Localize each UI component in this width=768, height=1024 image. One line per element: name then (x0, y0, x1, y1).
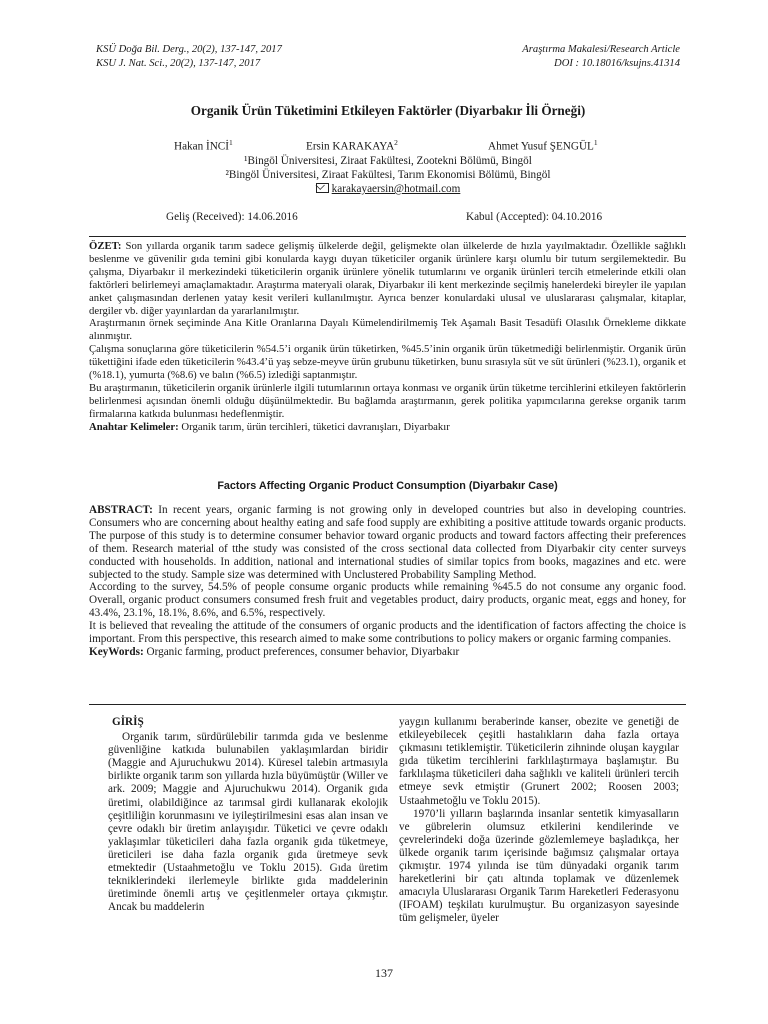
affiliation-1: ¹Bingöl Üniversitesi, Ziraat Fakültesi, Zootekni Bölümü, Bingöl (244, 155, 532, 167)
page-number: 137 (375, 966, 393, 980)
body-column-left (108, 716, 388, 914)
affiliation-2: ²Bingöl Üniversitesi, Ziraat Fakültesi, Tarım Ekonomisi Bölümü, Bingöl (225, 169, 551, 181)
paper-title: Organik Ürün Tüketimini Etkileyen Faktörler (Diyarbakır İli Örneği) (190, 103, 586, 118)
journal-citation-en: KSU J. Nat. Sci., 20(2), 137-147, 2017 (96, 58, 261, 69)
ozet-label: ÖZET: (89, 240, 122, 252)
journal-citation-tr: KSÜ Doğa Bil. Derg., 20(2), 137-147, 2017 (96, 44, 282, 55)
author (174, 138, 233, 153)
received-date: Geliş (Received): 14.06.2016 (166, 211, 298, 223)
author-affil-mark: 2 (394, 138, 398, 147)
body-paragraph: Organik tarım, sürdürülebilir tarımda gıda ve beslenme güvenliğine katkıda bulunabilen yaklaşımlardan biridir (Maggie and Ajuruchukwu 2014). Küresel talebin artmasıyla birlikte organik tarım son yıllarda hızla büyümüştür (Willer ve ark. 2009; Maggie and Ajuruchukwu 2014). Organik gıda üretimi, olabildiğince az tarımsal girdi kullanarak ekolojik çeşitliliğin korunmasını ve iyileştirilmesini esas alan insan ve çevre odaklı bir üretim anlayışıdır. Tüketici ve çevre odaklı yaklaşımlar tüketicileri daha fazla organik gıda tüketmeye, üreticileri ise daha fazla organik gıda üretmeye sevk etmektedir (Ustaahmetoğlu ve Toklu 2015). Gıda üretim tekniklerindeki ilerlemeyle birlikte gıda maddelerinin üretiminde önemli artış ve çeşitlenmeler ortaya çıkmıştır. Ancak bu maddelerin (108, 731, 388, 914)
anahtar-kelimeler-label: Anahtar Kelimeler: (89, 420, 179, 433)
divider-top (89, 236, 686, 237)
divider-bottom (89, 704, 686, 705)
body-column-right (399, 716, 679, 926)
author (488, 138, 598, 153)
doi: DOI : 10.18016/ksujns.41314 (554, 58, 680, 69)
english-title: Factors Affecting Organic Product Consumption (Diyarbakır Case) (217, 480, 558, 492)
abstract-paragraph-2: According to the survey, 54.5% of people consume organic products while remaining %45.5 do not consume any organic food. Overall, organic product consumers consumed fresh fruit and vegetables product, dairy products, organic meat, eggs and honey, for 43.4%, 23.1%, 18.1%, 8.6%, and 6.5%, respectively. (89, 581, 686, 620)
ozet-block (89, 240, 686, 434)
abstract-label: ABSTRACT: (89, 504, 153, 516)
envelope-icon (316, 183, 329, 193)
keywords-label: KeyWords: (89, 645, 144, 658)
article-info (522, 43, 680, 71)
accepted-date: Kabul (Accepted): 04.10.2016 (466, 211, 603, 223)
author-affil-mark: 1 (593, 138, 598, 147)
abstract-paragraph-1: In recent years, organic farming is not growing only in developed countries but also in developing countries. Consumers who are concerning about healthy eating and safe food supply are exhibiting a positive attitude towards organic products. The purpose of this study is to determine consumer behavior toward organic products and toward factors affecting their preferences of them. Research material of tthe study was consisted of the cross sectional data collected from Diyarbakir city center surveys conducted with households. In addition, national and international studies of similar topics from books, magazines and etc. were subjected to the study. Sample size was determined with Unclustered Probability Sampling Method. (89, 504, 687, 581)
author (306, 138, 398, 153)
body-paragraph: yaygın kullanımı beraberinde kanser, obezite ve genetiği de etkileyebilecek çeşitli hastalıkların daha fazla ortaya çıkmasını tetiklemiştir. Tüketicilerin zihninde oluşan kaygılar gıda tüketim tercihlerini farklılaştırmaya başlamıştır. Bu farklılaşma tüketicileri daha sağlıklı ve kaliteli ürünleri tercih etmeye sevk etmiştir (Grunert 2002; Roosen 2003; Ustaahmetoğlu ve Toklu 2015). (399, 716, 679, 807)
section-heading-giris: GİRİŞ (112, 716, 144, 728)
ozet-paragraph-1: Son yıllarda organik tarım sadece gelişmiş ülkelerde değil, gelişmekte olan ülkelerde de hızla yayılmaktadır. Özellikle sağlıklı beslenme ve güvenilir gıda temini gibi konularda kaygı duyan tüketiciler organik ürünlere karşı olumlu bir tutum sergilemektedir. Bu çalışma, Diyarbakır il merkezindeki tüketicilerin organik ürünlere yönelik tutumlarını ve organik ürünleri tercih etmelerinde etkili olan faktörleri belirlemeyi amaçlamaktadır. Araştırma materyali olarak, Diyarbakır ili kent merkezinde seçilmiş hanelerdeki bireyler ile yapılan anket çalışmasından derlenen yatay kesit verileri kullanılmıştır. Ayrıca benzer konulardaki ulusal ve uluslararası çalışmalar, kitaplar, dergiler vb. diğer yayınlardan da yararlanılmıştır. (89, 240, 687, 317)
journal-citation (96, 43, 282, 71)
email-link[interactable]: karakayaersin@hotmail.com (331, 183, 461, 195)
article-type: Araştırma Makalesi/Research Article (522, 44, 680, 55)
keywords: Organic farming, product preferences, consumer behavior, Diyarbakır (146, 645, 460, 658)
anahtar-kelimeler: Organik tarım, ürün tercihleri, tüketici davranışları, Diyarbakır (181, 420, 450, 433)
author-name: Hakan İNCİ (174, 140, 229, 153)
ozet-paragraph-2: Araştırmanın örnek seçiminde Ana Kitle Oranlarına Dayalı Kümelendirilmemiş Tek Aşamalı Basit Tesadüfi Olasılık Örnekleme dikkate alınmıştır. (89, 317, 686, 343)
author-name: Ersin KARAKAYA (306, 140, 395, 153)
abstract-block (89, 504, 686, 659)
body-paragraph: 1970’li yılların başlarında insanlar sentetik kimyasalların ve gübrelerin olumsuz etkilerini kendilerinde ve çevrelerindeki doğa üzerinde gözlemlemeye başladıkça, her ülkede organik tarım içerisinde bağımsız çalışmalar ortaya çıkmıştır. 1974 yılında ise tüm dünyadaki organik tarım hareketlerini bir çatı altında toplamak ve düzenlemek amacıyla Uluslararası Organik Tarım Hareketleri Federasyonu (IFOAM) teşkilatı kurulmuştur. Bu organizasyon sayesinde tüm gelişmeler, üyeler (399, 807, 679, 925)
author-affil-mark: 1 (229, 138, 233, 147)
ozet-paragraph-3: Çalışma sonuçlarına göre tüketicilerin %54.5’i organik ürün tüketirken, %45.5’inin organik ürün tüketmediği belirlenmiştir. Organik ürün tükettiğini ifade eden tüketicilerin %43.4’ü yaş sebze-meyve ürün grubunu tüketirken, bunu sırasıyla süt ve süt ürünleri (%23.1), organik et (%18.1), yumurta (%8.6) ve balın (%6.5) izlediği saptanmıştır. (89, 343, 686, 382)
author-name: Ahmet Yusuf ŞENGÜL (488, 140, 594, 153)
abstract-paragraph-3: It is believed that revealing the attitude of the consumers of organic products and the identification of factors affecting the choice is important. From this perspective, this research aimed to make some contributions to policy makers or organic farming companies. (89, 620, 686, 646)
affiliations (96, 154, 680, 182)
contact-email (96, 183, 680, 195)
ozet-paragraph-4: Bu araştırmanın, tüketicilerin organik ürünlerle ilgili tutumlarının ortaya konması ve organik ürün tüketme tercihlerini etkileyen faktörlerin belirlenmesi açısından önemli olduğu düşünülmektedir. Bu bağlamda araştırmanın, gerek politika yapımcılarına gerekse organik tarım firmalarına katkıda bulunması hedeflenmiştir. (89, 381, 686, 420)
